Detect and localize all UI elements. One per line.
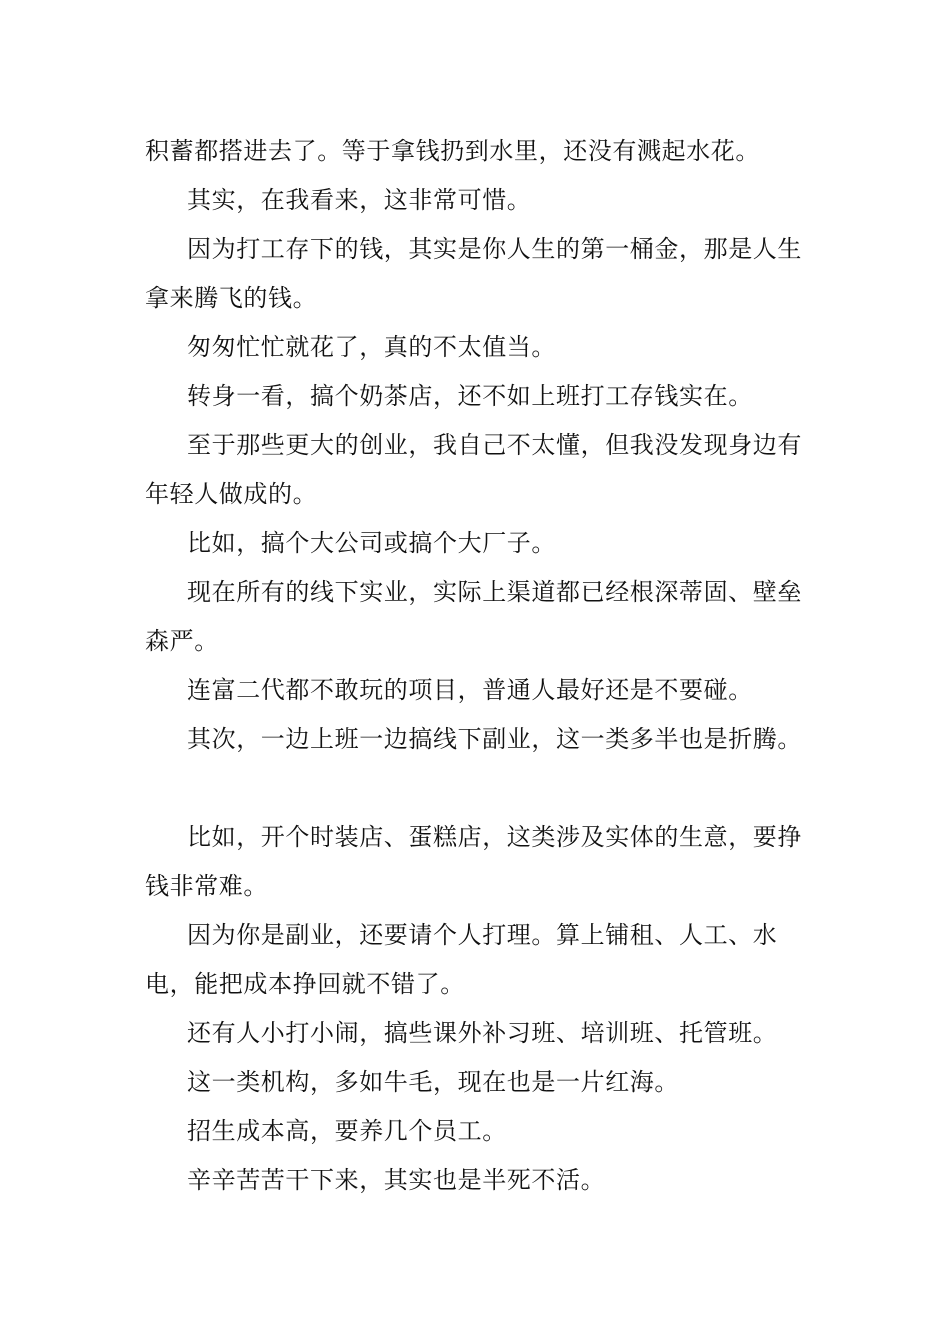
paragraph: 其实，在我看来，这非常可惜。	[187, 186, 532, 214]
paragraph: 匆匆忙忙就花了，真的不太值当。	[187, 333, 556, 361]
paragraph: 其次，一边上班一边搞线下副业，这一类多半也是折腾。	[187, 725, 802, 753]
paragraph: 还有人小打小闹，搞些课外补习班、培训班、托管班。	[187, 1019, 778, 1047]
body-text	[145, 127, 817, 1205]
paragraph: 因为你是副业，还要请个人打理。算上铺租、人工、水电，能把成本挣回就不错了。	[145, 921, 778, 998]
paragraph: 招生成本高，要养几个员工。	[187, 1117, 507, 1145]
paragraph: 这一类机构，多如牛毛，现在也是一片红海。	[187, 1068, 679, 1096]
paragraph: 现在所有的线下实业，实际上渠道都已经根深蒂固、壁垒森严。	[145, 578, 802, 655]
paragraph: 辛辛苦苦干下来，其实也是半死不活。	[187, 1166, 606, 1194]
paragraph: 至于那些更大的创业，我自己不太懂，但我没发现身边有年轻人做成的。	[145, 431, 802, 508]
paragraph: 转身一看，搞个奶茶店，还不如上班打工存钱实在。	[187, 382, 753, 410]
paragraph-gap	[145, 764, 817, 813]
paragraph: 因为打工存下的钱，其实是你人生的第一桶金，那是人生拿来腾飞的钱。	[145, 235, 802, 312]
paragraph: 比如，搞个大公司或搞个大厂子。	[187, 529, 556, 557]
paragraph: 积蓄都搭进去了。等于拿钱扔到水里，还没有溅起水花。	[145, 137, 760, 165]
paragraph: 比如，开个时装店、蛋糕店，这类涉及实体的生意，要挣钱非常难。	[145, 823, 802, 900]
paragraph: 连富二代都不敢玩的项目，普通人最好还是不要碰。	[187, 676, 753, 704]
